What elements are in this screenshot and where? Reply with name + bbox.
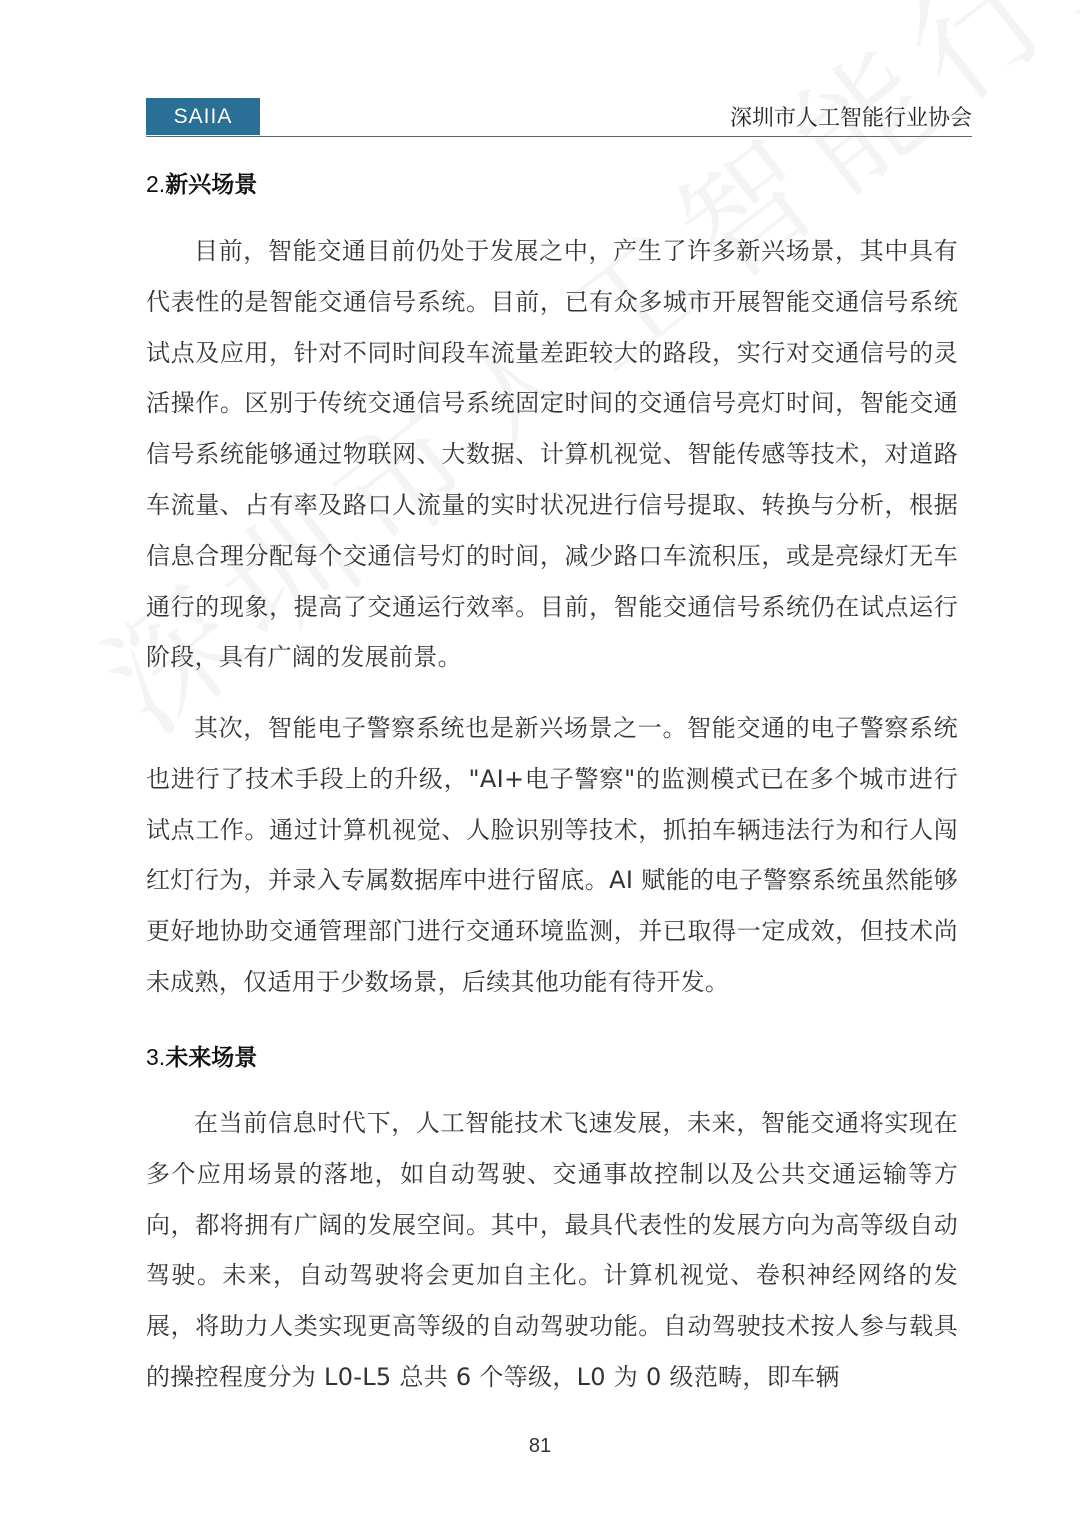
organization-name: 深圳市人工智能行业协会 [729, 106, 972, 131]
section-number: 3. [146, 1044, 166, 1070]
page-header [146, 98, 972, 138]
header-divider [146, 136, 972, 137]
section-heading: 新兴场景 [165, 172, 258, 198]
section-number: 2. [146, 171, 166, 197]
page-number: 81 [528, 1435, 552, 1457]
saiia-logo: SAIIA [146, 98, 260, 135]
section-heading: 未来场景 [165, 1045, 258, 1071]
section-title-emerging [146, 166, 257, 199]
paragraph: 在当前信息时代下，人工智能技术飞速发展，未来，智能交通将实现在多个应用场景的落地，如自动驾驶、交通事故控制以及公共交通运输等方向，都将拥有广阔的发展空间。其中，最具代表性的发展方向为高等级自动驾驶。未来，自动驾驶将会更加自主化。计算机视觉、卷积神经网络的发展，将助力人类实现更高等级的自动驾驶功能。自动驾驶技术按人参与载具的操控程度分为 L0-L5 总共 6 个等级，L0 为 0 级范畴，即车辆 [146, 1109, 958, 1391]
paragraph: 其次，智能电子警察系统也是新兴场景之一。智能交通的电子警察系统也进行了技术手段上的升级，"AI+电子警察"的监测模式已在多个城市进行试点工作。通过计算机视觉、人脸识别等技术，抓拍车辆违法行为和行人闯红灯行为，并录入专属数据库中进行留底。AI 赋能的电子警察系统虽然能够更好地协助交通管理部门进行交通环境监测，并已取得一定成效，但技术尚未成熟，仅适用于少数场景，后续其他功能有待开发。 [146, 714, 958, 996]
section-title-future [146, 1039, 257, 1072]
paragraph: 目前，智能交通目前仍处于发展之中，产生了许多新兴场景，其中具有代表性的是智能交通信号系统。目前，已有众多城市开展智能交通信号系统试点及应用，针对不同时间段车流量差距较大的路段，实行对交通信号的灵活操作。区别于传统交通信号系统固定时间的交通信号亮灯时间，智能交通信号系统能够通过物联网、大数据、计算机视觉、智能传感等技术，对道路车流量、占有率及路口人流量的实时状况进行信号提取、转换与分析，根据信息合理分配每个交通信号灯的时间，减少路口车流积压，或是亮绿灯无车通行的现象，提高了交通运行效率。目前，智能交通信号系统仍在试点运行阶段，具有广阔的发展前景。 [146, 237, 958, 672]
